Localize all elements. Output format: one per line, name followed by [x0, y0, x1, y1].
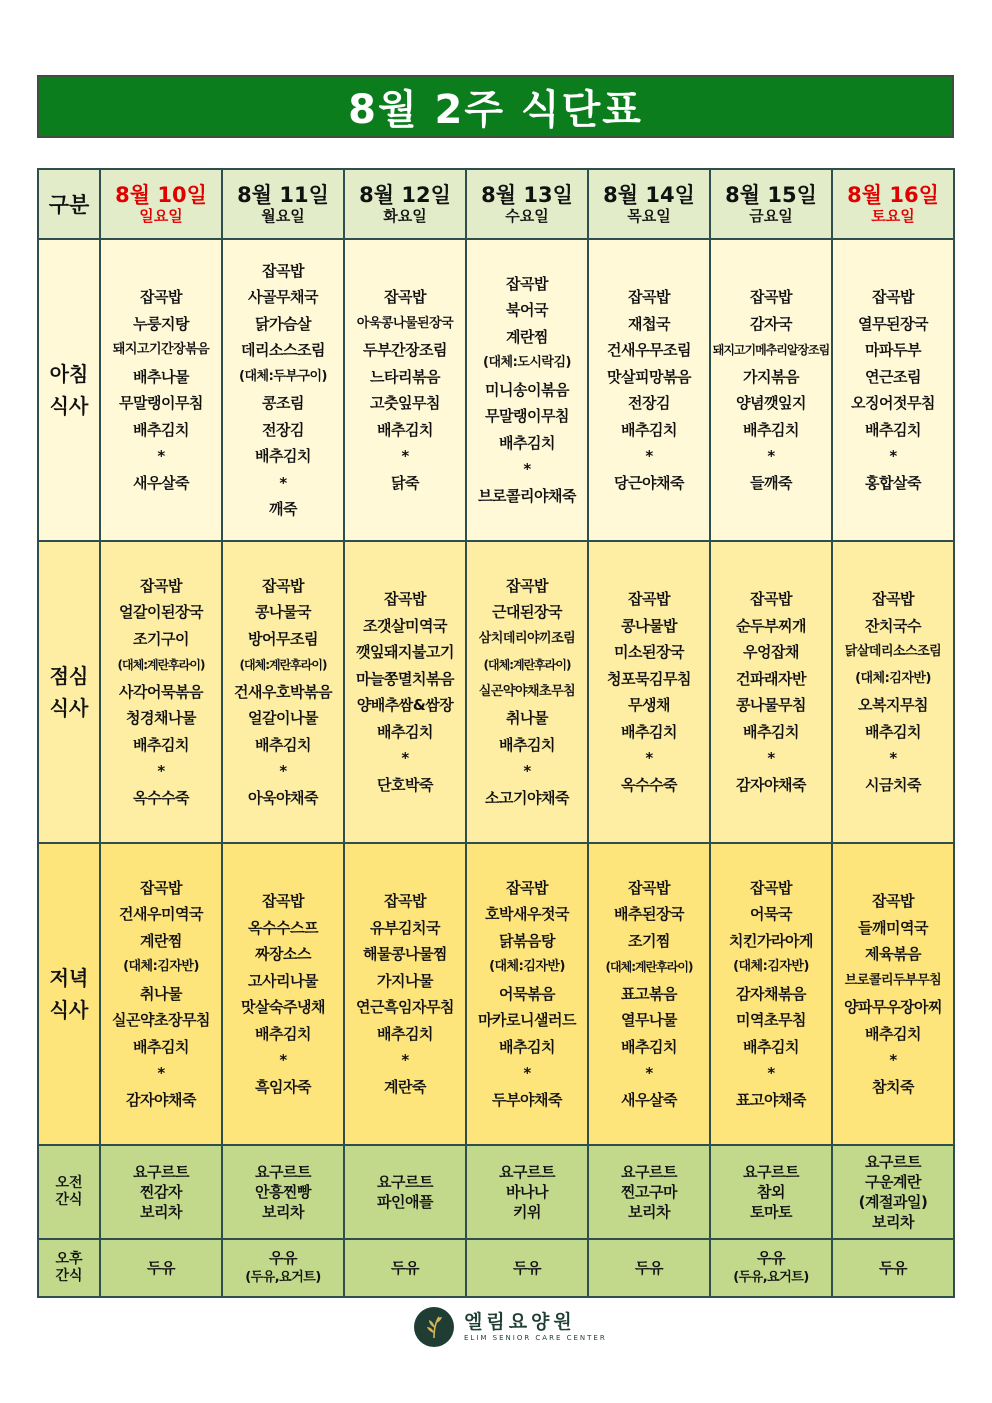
menu-item: 요구르트 [743, 1163, 799, 1181]
menu-item: 배추김치 [743, 722, 799, 741]
menu-item: 짜장소스 [255, 945, 311, 963]
menu-item: 조기찜 [628, 931, 670, 950]
menu-cell [100, 843, 222, 1145]
menu-item: 감자야채죽 [126, 1090, 196, 1109]
menu-item: 조갯살미역국 [363, 616, 447, 635]
menu-item: 청포묵김무침 [607, 669, 691, 688]
menu-item: 잡곡밥 [140, 878, 182, 897]
menu-cell [588, 1239, 710, 1297]
day-date: 8월 12일 [359, 183, 451, 207]
menu-cell [222, 843, 344, 1145]
menu-cell [466, 239, 588, 541]
menu-item: 우유 [757, 1249, 785, 1267]
menu-item: 두유 [391, 1258, 419, 1277]
menu-item: 배추김치 [255, 735, 311, 754]
menu-item: 감자야채죽 [736, 775, 806, 794]
menu-item: * [889, 447, 897, 465]
menu-item: 배추김치 [621, 722, 677, 741]
menu-item: 안흥찐빵 [255, 1183, 311, 1201]
menu-item: 연근조림 [865, 367, 921, 386]
menu-item: 양배추쌈&쌈장 [356, 696, 454, 714]
day-header-cell [832, 169, 954, 239]
menu-item: 콩조림 [262, 394, 304, 412]
menu-item: 찐감자 [140, 1183, 182, 1201]
menu-cell [710, 1145, 832, 1239]
day-of-week: 목요일 [627, 207, 671, 225]
menu-item: 우엉잡채 [743, 643, 799, 661]
menu-item: 두유 [513, 1258, 541, 1277]
menu-item: 두유 [147, 1258, 175, 1277]
menu-item: 돼지고기메추리알장조림 [712, 343, 830, 357]
day-date: 8월 14일 [603, 183, 695, 207]
menu-cell [222, 1239, 344, 1297]
day-of-week: 화요일 [383, 207, 427, 225]
menu-item: * [157, 762, 165, 781]
menu-item: 들깨죽 [750, 473, 792, 492]
menu-item: 건새우호박볶음 [234, 682, 332, 701]
menu-item: 가지나물 [377, 971, 433, 990]
menu-item: (대체:계란후라이) [239, 658, 327, 673]
menu-item: 오징어젓무침 [851, 394, 935, 412]
menu-item: 요구르트 [255, 1163, 311, 1181]
menu-item: (대체:김자반) [733, 959, 809, 975]
menu-item: * [767, 447, 775, 465]
menu-item: 잡곡밥 [750, 878, 792, 897]
header-label-cell [38, 169, 100, 239]
menu-item: (대체:도시락김) [483, 355, 571, 371]
menu-item: 얼갈이된장국 [119, 603, 203, 622]
menu-item: (대체:김자반) [123, 959, 199, 975]
menu-item: 배추김치 [865, 420, 921, 439]
menu-item: (대체:두부구이) [239, 368, 327, 384]
menu-item: 깨죽 [269, 500, 297, 518]
menu-item: 보리차 [140, 1203, 182, 1221]
menu-cell [710, 541, 832, 843]
menu-item: 소고기야채죽 [485, 788, 569, 807]
menu-item: 해물콩나물찜 [363, 945, 447, 963]
menu-item: 콩나물무침 [736, 696, 806, 714]
menu-item: 취나물 [140, 984, 182, 1003]
menu-item: 근대된장국 [492, 603, 562, 622]
menu-item: 건새우미역국 [119, 905, 203, 924]
menu-cell [832, 843, 954, 1145]
menu-item: (대체:김자반) [855, 670, 931, 686]
menu-item: 고사리나물 [248, 971, 318, 990]
dinner-row [38, 843, 954, 1145]
menu-cell [832, 541, 954, 843]
menu-item: 잡곡밥 [384, 590, 426, 608]
menu-item: 배추된장국 [614, 905, 684, 924]
menu-cell [222, 1145, 344, 1239]
menu-item: 잡곡밥 [262, 261, 304, 280]
menu-item: 요구르트 [865, 1153, 921, 1171]
menu-item: 열무된장국 [858, 314, 928, 333]
menu-item: 맛살숙주냉채 [241, 998, 325, 1016]
leaf-logo-icon [414, 1307, 454, 1347]
menu-item: 배추김치 [133, 1037, 189, 1056]
menu-item: 배추김치 [743, 1037, 799, 1056]
menu-item: 미소된장국 [614, 643, 684, 661]
menu-item: (대체:계란후라이) [605, 960, 693, 975]
menu-item: (계절과일) [858, 1193, 928, 1211]
menu-item: 맛살피망볶음 [607, 367, 691, 386]
row-label: 식사 [49, 394, 89, 418]
menu-item: 잡곡밥 [506, 274, 548, 293]
menu-item: 표고야채죽 [736, 1090, 806, 1109]
menu-item: 바나나 [506, 1183, 548, 1201]
menu-item: 배추김치 [499, 735, 555, 754]
menu-item: 청경채나물 [126, 709, 196, 728]
day-header-cell [344, 169, 466, 239]
menu-item: 계란죽 [384, 1077, 426, 1096]
row-label: 아침 [49, 362, 89, 386]
menu-item: 키위 [513, 1203, 541, 1221]
menu-item: 우유 [269, 1249, 297, 1267]
row-label: 오후 [55, 1251, 83, 1267]
day-date: 8월 15일 [725, 183, 817, 207]
title-bar [37, 75, 954, 138]
menu-item: * [889, 1051, 897, 1069]
menu-item: 두부간장조림 [363, 341, 447, 359]
menu-item: 잔치국수 [865, 616, 921, 635]
day-of-week: 토요일 [871, 207, 915, 225]
menu-item: 데리소스조림 [241, 341, 325, 359]
menu-item: 잡곡밥 [872, 288, 914, 306]
menu-item: 제육볶음 [865, 945, 921, 963]
menu-cell [344, 843, 466, 1145]
menu-item: 흑임자죽 [255, 1077, 311, 1096]
menu-item: 취나물 [506, 709, 548, 728]
menu-cell [588, 843, 710, 1145]
menu-item: 무말랭이무침 [119, 394, 203, 412]
menu-item: 아욱콩나물된장국 [356, 315, 454, 331]
menu-item: 배추김치 [865, 722, 921, 741]
menu-item: * [157, 447, 165, 465]
header-row [38, 169, 954, 239]
menu-item: 잡곡밥 [262, 892, 304, 910]
menu-item: 가지볶음 [743, 367, 799, 386]
menu-item: 브로콜리야채죽 [478, 486, 576, 505]
menu-item: 잡곡밥 [750, 590, 792, 608]
menu-item: 배추김치 [133, 735, 189, 754]
brand-name: 엘림요양원 [464, 1311, 576, 1333]
menu-table [37, 168, 955, 1298]
menu-item: 방어무조림 [248, 629, 318, 648]
menu-item: 표고볶음 [621, 984, 677, 1003]
menu-item: 보리차 [872, 1213, 914, 1231]
menu-item: 구운계란 [865, 1173, 921, 1191]
menu-item: 열무나물 [621, 1011, 677, 1030]
day-of-week: 월요일 [261, 207, 305, 225]
menu-cell [710, 239, 832, 541]
menu-item: 브로콜리두부무침 [844, 972, 942, 988]
row-label: 점심 [49, 664, 89, 688]
menu-item: 무말랭이무침 [485, 407, 569, 426]
menu-item: 잡곡밥 [506, 878, 548, 897]
menu-item: 얼갈이나물 [248, 709, 318, 728]
menu-item: 닭살데리소스조림 [844, 644, 942, 659]
menu-item: 무생채 [628, 696, 670, 714]
row-label-cell [38, 1145, 100, 1239]
menu-item: 잡곡밥 [628, 590, 670, 608]
am-snack-row [38, 1145, 954, 1239]
row-label: 간식 [55, 1192, 83, 1208]
menu-cell [100, 1145, 222, 1239]
row-label-cell [38, 843, 100, 1145]
menu-item: * [767, 1064, 775, 1083]
menu-item: 참치죽 [872, 1077, 914, 1096]
menu-item: 오복지무침 [858, 696, 928, 714]
menu-item: * [401, 1051, 409, 1069]
row-label: 간식 [55, 1268, 83, 1284]
pm-snack-row [38, 1239, 954, 1297]
page-title: 8월 2주 식단표 [348, 87, 643, 133]
menu-item: 배추김치 [377, 722, 433, 741]
menu-item: * [889, 749, 897, 767]
menu-item: 들깨미역국 [858, 918, 928, 937]
row-label: 오전 [55, 1175, 83, 1191]
menu-item: (대체:계란후라이) [483, 658, 571, 673]
menu-item: 배추김치 [743, 420, 799, 439]
menu-item: 잡곡밥 [750, 288, 792, 306]
brand-subtitle: ELIM SENIOR CARE CENTER [464, 1334, 607, 1342]
menu-item: 사골무채국 [248, 288, 318, 306]
menu-item: 배추김치 [499, 433, 555, 452]
menu-item: 누룽지탕 [133, 314, 189, 333]
row-label: 식사 [49, 998, 89, 1022]
menu-item: 전장김 [628, 394, 670, 412]
menu-item: 유부김치국 [370, 918, 440, 937]
menu-item: * [279, 762, 287, 781]
menu-item: 순두부찌개 [736, 616, 806, 635]
menu-item: 요구르트 [621, 1163, 677, 1181]
menu-cell [344, 1145, 466, 1239]
menu-item: (대체:김자반) [489, 959, 565, 975]
menu-item: 홍합살죽 [865, 473, 921, 492]
menu-item: 콩나물국 [255, 603, 311, 622]
menu-item: 잡곡밥 [384, 892, 426, 910]
menu-item: 찐고구마 [621, 1183, 677, 1201]
menu-item: * [645, 447, 653, 465]
menu-item: 두부야채죽 [492, 1090, 562, 1109]
menu-item: 새우살죽 [133, 473, 189, 492]
menu-item: * [157, 1064, 165, 1083]
menu-cell [466, 541, 588, 843]
menu-item: 잡곡밥 [628, 288, 670, 306]
menu-item: 재첩국 [628, 314, 670, 333]
menu-item: 감자국 [750, 314, 792, 333]
menu-item: * [279, 1051, 287, 1069]
menu-item: 아욱야채죽 [248, 788, 318, 807]
row-label-cell [38, 541, 100, 843]
menu-item: 토마토 [750, 1203, 792, 1221]
menu-cell [344, 541, 466, 843]
menu-item: 잡곡밥 [384, 288, 426, 306]
day-header-cell [710, 169, 832, 239]
menu-cell [588, 1145, 710, 1239]
day-date: 8월 13일 [481, 183, 573, 207]
menu-item: 배추나물 [133, 367, 189, 386]
menu-item: 배추김치 [865, 1024, 921, 1043]
day-date: 8월 16일 [847, 183, 939, 207]
menu-item: 전장김 [262, 420, 304, 439]
menu-item: 요구르트 [133, 1163, 189, 1181]
day-header-cell [100, 169, 222, 239]
menu-cell [344, 239, 466, 541]
menu-cell [466, 1239, 588, 1297]
menu-cell [344, 1239, 466, 1297]
menu-cell [832, 1145, 954, 1239]
menu-item: (두유,요거트) [733, 1270, 809, 1285]
breakfast-row [38, 239, 954, 541]
menu-item: 고춧잎무침 [370, 394, 440, 412]
menu-item: 잡곡밥 [628, 878, 670, 897]
day-of-week: 금요일 [749, 207, 793, 225]
footer-logo [414, 1306, 607, 1348]
day-date: 8월 10일 [115, 183, 207, 207]
menu-item: 마카로니샐러드 [478, 1011, 576, 1030]
menu-item: * [523, 460, 531, 479]
menu-item: 깻잎돼지불고기 [356, 643, 454, 661]
menu-item: 배추김치 [255, 447, 311, 465]
row-label: 저녁 [49, 966, 89, 990]
menu-item: 실곤약초장무침 [112, 1011, 210, 1030]
menu-item: 보리차 [628, 1203, 670, 1221]
menu-item: * [767, 749, 775, 767]
menu-item: * [645, 749, 653, 767]
menu-item: 옥수수죽 [133, 788, 189, 807]
menu-item: * [401, 749, 409, 767]
menu-item: 북어국 [506, 301, 548, 320]
menu-item: 닭죽 [391, 473, 419, 492]
menu-item: 잡곡밥 [872, 892, 914, 910]
menu-item: 배추김치 [499, 1037, 555, 1056]
header-label: 구분 [48, 193, 90, 217]
row-label: 식사 [49, 696, 89, 720]
menu-item: 닭가슴살 [255, 314, 311, 333]
menu-item: 치킨가라아게 [729, 931, 813, 950]
menu-item: 미역초무침 [736, 1011, 806, 1030]
menu-item: * [523, 1064, 531, 1083]
menu-item: 파인애플 [377, 1193, 433, 1211]
menu-item: 두유 [635, 1258, 663, 1277]
menu-item: * [279, 473, 287, 492]
menu-cell [100, 1239, 222, 1297]
menu-cell [100, 541, 222, 843]
menu-item: 옥수수스프 [248, 918, 318, 937]
menu-item: 요구르트 [499, 1163, 555, 1181]
menu-item: 잡곡밥 [140, 288, 182, 306]
menu-item: 양념깻잎지 [736, 394, 806, 412]
menu-item: 돼지고기간장볶음 [112, 342, 210, 357]
menu-item: 마파두부 [865, 341, 921, 359]
row-label-cell [38, 239, 100, 541]
menu-item: 느타리볶음 [370, 367, 440, 386]
menu-item: 단호박죽 [377, 775, 433, 794]
menu-item: 콩나물밥 [621, 616, 677, 635]
menu-item: 조기구이 [133, 629, 189, 648]
menu-item: 새우살죽 [621, 1090, 677, 1109]
menu-item: 잡곡밥 [506, 576, 548, 595]
menu-item: 호박새우젓국 [485, 905, 569, 924]
menu-cell [832, 1239, 954, 1297]
menu-item: 배추김치 [133, 420, 189, 439]
day-date: 8월 11일 [237, 183, 329, 207]
menu-item: (대체:계란후라이) [117, 658, 205, 673]
menu-cell [222, 239, 344, 541]
menu-cell [466, 1145, 588, 1239]
menu-item: 건파래자반 [736, 669, 806, 688]
menu-item: 건새우무조림 [607, 341, 691, 359]
menu-item: 연근흑임자무침 [356, 998, 454, 1016]
menu-cell [588, 541, 710, 843]
menu-item: 당근야채죽 [614, 473, 684, 492]
menu-item: 사각어묵볶음 [119, 682, 203, 701]
menu-cell [588, 239, 710, 541]
menu-item: 두유 [879, 1258, 907, 1277]
menu-item: 미니송이볶음 [485, 380, 569, 399]
menu-item: 감자채볶음 [736, 984, 806, 1003]
menu-item: 어묵국 [750, 905, 792, 924]
menu-item: * [401, 447, 409, 465]
menu-item: * [523, 762, 531, 781]
day-of-week: 수요일 [505, 207, 549, 225]
menu-item: 배추김치 [621, 1037, 677, 1056]
menu-item: 실곤약야채초무침 [478, 683, 576, 699]
menu-item: 계란찜 [140, 931, 182, 950]
menu-item: 잡곡밥 [262, 576, 304, 595]
menu-item: 계란찜 [506, 327, 548, 346]
menu-item: 어묵볶음 [499, 984, 555, 1003]
menu-item: 시금치죽 [865, 775, 921, 794]
row-label-cell [38, 1239, 100, 1297]
menu-item: 보리차 [262, 1203, 304, 1221]
menu-item: 양파무우장아찌 [844, 998, 942, 1016]
day-header-cell [222, 169, 344, 239]
menu-item: 참외 [757, 1183, 785, 1201]
menu-item: 닭볶음탕 [499, 931, 555, 950]
day-header-cell [466, 169, 588, 239]
menu-item: 요구르트 [377, 1173, 433, 1191]
menu-cell [100, 239, 222, 541]
menu-cell [710, 843, 832, 1145]
menu-item: 옥수수죽 [621, 775, 677, 794]
menu-cell [466, 843, 588, 1145]
menu-item: 마늘쫑멸치볶음 [356, 669, 454, 688]
menu-item: 잡곡밥 [140, 576, 182, 595]
day-header-cell [588, 169, 710, 239]
menu-item: (두유,요거트) [245, 1270, 321, 1285]
menu-item: * [645, 1064, 653, 1083]
menu-item: 배추김치 [255, 1024, 311, 1043]
menu-item: 배추김치 [377, 1024, 433, 1043]
menu-item: 잡곡밥 [872, 590, 914, 608]
menu-cell [710, 1239, 832, 1297]
menu-cell [222, 541, 344, 843]
lunch-row [38, 541, 954, 843]
menu-item: 배추김치 [377, 420, 433, 439]
menu-item: 배추김치 [621, 420, 677, 439]
menu-item: 삼치데리야끼조림 [478, 630, 576, 646]
day-of-week: 일요일 [139, 207, 183, 225]
menu-cell [832, 239, 954, 541]
